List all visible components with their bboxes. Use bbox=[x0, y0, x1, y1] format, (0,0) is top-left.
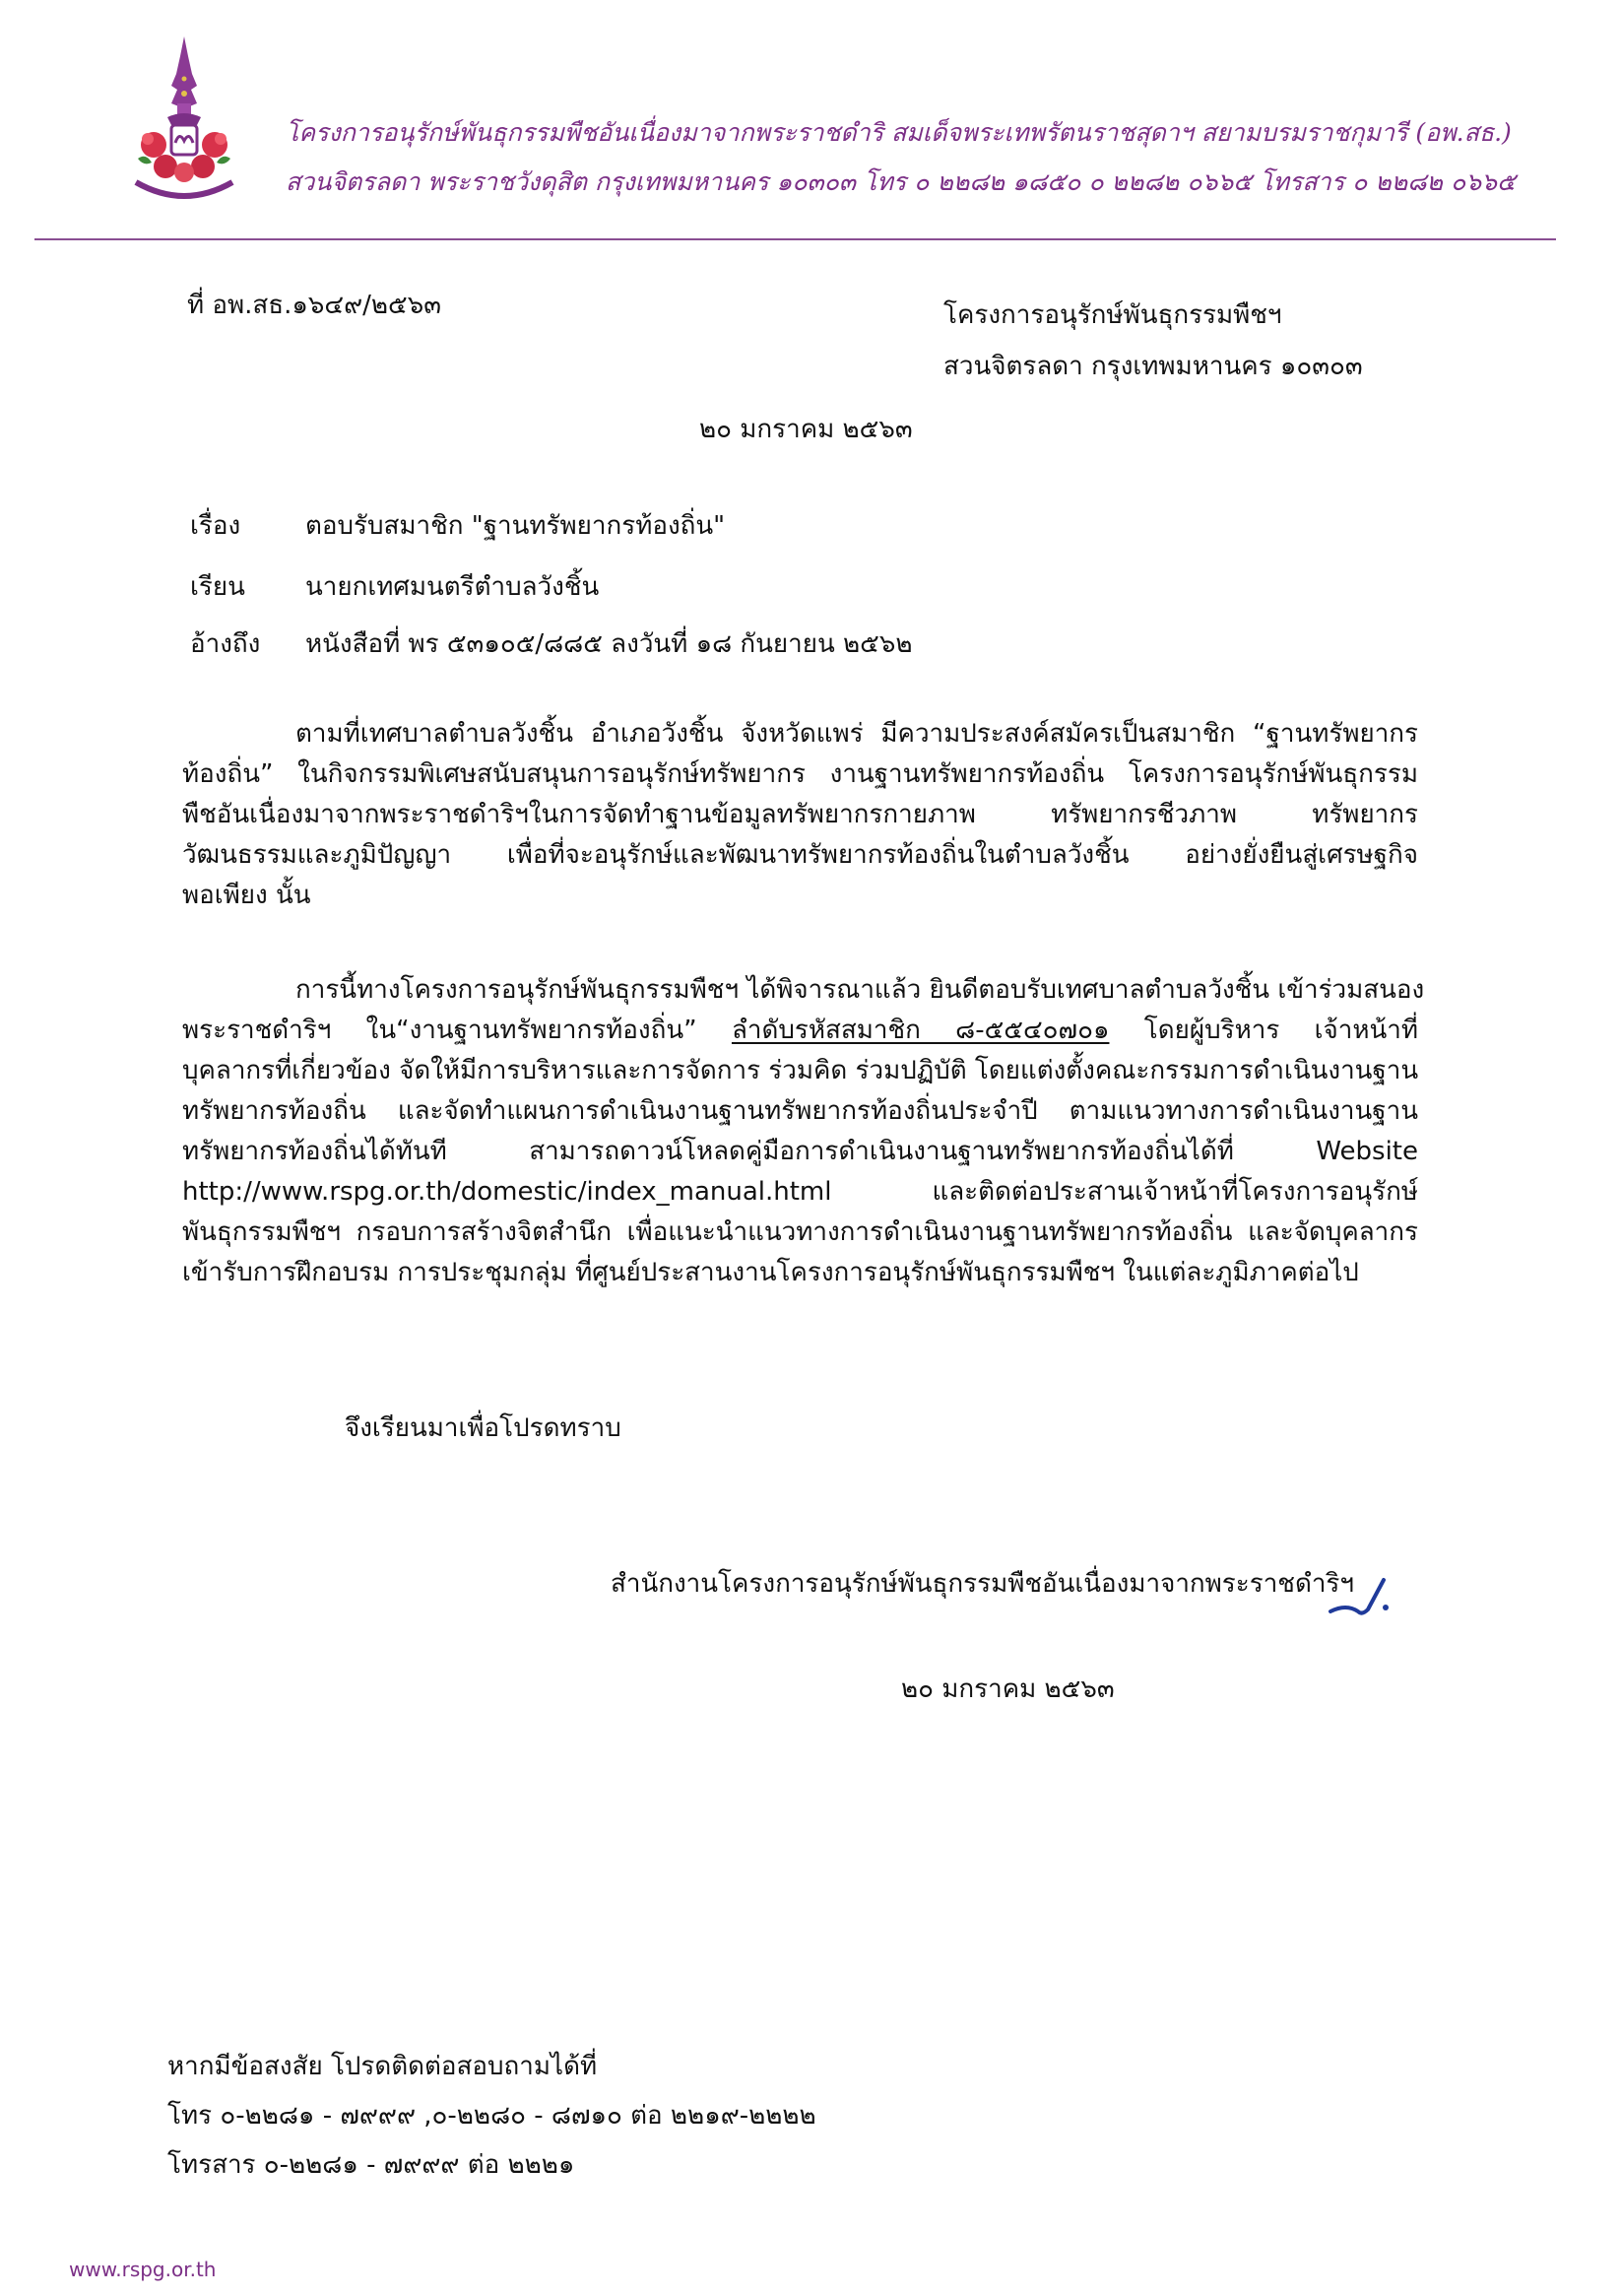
sender-address-line-1: โครงการอนุรักษ์พันธุกรรมพืชฯ bbox=[943, 300, 1282, 330]
paragraph-line bbox=[182, 1011, 1418, 1051]
paragraph-line: ตามที่เทศบาลตำบลวังชิ้น อำเภอวังชิ้น จังหวัดแพร่ มีความประสงค์สมัครเป็นสมาชิก “ฐานทรัพยากร bbox=[295, 719, 1418, 749]
body-paragraph-2 bbox=[182, 970, 1425, 1293]
subject-text: ตอบรับสมาชิก "ฐานทรัพยากรท้องถิ่น" bbox=[305, 511, 726, 541]
paragraph-line: วัฒนธรรมและภูมิปัญญา เพื่อที่จะอนุรักษ์และพัฒนาทรัพยากรท้องถิ่นในตำบลวังชิ้น อย่างยั่งยืนสู่เศรษฐกิจ bbox=[182, 840, 1418, 870]
paragraph-line: พันธุกรรมพืชฯ กรอบการสร้างจิตสำนึก เพื่อแนะนำแนวทางการดำเนินงานฐานทรัพยากรท้องถิ่น และจัดบุคลากร bbox=[182, 1217, 1418, 1247]
paragraph-segment: พระราชดำริฯ ใน“งานฐานทรัพยากรท้องถิ่น” bbox=[182, 1016, 697, 1045]
paragraph-segment: โดยผู้บริหาร เจ้าหน้าที่ bbox=[1143, 1016, 1418, 1045]
signature-date: ๒๐ มกราคม ๒๕๖๓ bbox=[901, 1674, 1115, 1704]
reference-number: ที่ อพ.สธ.๑๖๔๙/๒๕๖๓ bbox=[187, 291, 442, 320]
paragraph-line: ท้องถิ่น” ในกิจกรรมพิเศษสนับสนุนการอนุรักษ์ทรัพยากร งานฐานทรัพยากรท้องถิ่น โครงการอนุรักษ์พันธุกรรม bbox=[182, 759, 1418, 789]
paragraph-line: การนี้ทางโครงการอนุรักษ์พันธุกรรมพืชฯ ได้พิจารณาแล้ว ยินดีตอบรับเทศบาลตำบลวังชิ้น เข้าร่วมสนอง bbox=[295, 975, 1425, 1005]
recipient-label: เรียน bbox=[190, 572, 245, 602]
letterhead-line-1: โครงการอนุรักษ์พันธุกรรมพืชอันเนื่องมาจากพระราชดำริ สมเด็จพระเทพรัตนราชสุดาฯ สยามบรมราชกุมารี (อพ.สธ.) bbox=[286, 118, 1512, 147]
recipient-text: นายกเทศมนตรีตำบลวังชิ้น bbox=[305, 572, 600, 602]
contact-phone: โทร ๐-๒๒๘๑ - ๗๙๙๙ ,๐-๒๒๘๐ - ๘๗๑๐ ต่อ ๒๒๑๙-๒๒๒๒ bbox=[167, 2101, 816, 2131]
paragraph-line: บุคลากรที่เกี่ยวข้อง จัดให้มีการบริหารและการจัดการ ร่วมคิด ร่วมปฏิบัติ โดยแต่งตั้งคณะกรรมการดำเนินงานฐาน bbox=[182, 1056, 1419, 1085]
reference-label: อ้างถึง bbox=[190, 629, 261, 659]
signature-mark bbox=[1325, 1574, 1403, 1623]
contact-title: หากมีข้อสงสัย โปรดติดต่อสอบถามได้ที่ bbox=[167, 2052, 598, 2081]
paragraph-line: ทรัพยากรท้องถิ่นได้ทันที สามารถดาวน์โหลดคู่มือการดำเนินงานฐานทรัพยากรท้องถิ่นได้ที่ Website bbox=[182, 1137, 1418, 1166]
rspg-emblem-logo bbox=[118, 34, 251, 217]
footer-website: www.rspg.or.th bbox=[69, 2258, 217, 2281]
paragraph-line: เข้ารับการฝึกอบรม การประชุมกลุ่ม ที่ศูนย์ประสานงานโครงการอนุรักษ์พันธุกรรมพืชฯ ในแต่ละภูมิภาคต่อไป bbox=[182, 1258, 1359, 1287]
body-paragraph-1 bbox=[182, 714, 1418, 916]
member-code: ลำดับรหัสสมาชิก ๘-๕๕๔๐๗๐๑ bbox=[731, 1016, 1110, 1045]
signature-office: สำนักงานโครงการอนุรักษ์พันธุกรรมพืชอันเนื่องมาจากพระราชดำริฯ bbox=[611, 1569, 1354, 1599]
paragraph-line: พอเพียง นั้น bbox=[182, 881, 311, 910]
letterhead-line-2: สวนจิตรลดา พระราชวังดุสิต กรุงเทพมหานคร ๑๐๓๐๓ โทร ๐ ๒๒๘๒ ๑๘๕๐ ๐ ๒๒๘๒ ๐๖๖๕ โทรสาร ๐ ๒๒๘๒ ๐๖๖๕ bbox=[286, 167, 1516, 196]
letter-date: ๒๐ มกราคม ๒๕๖๓ bbox=[699, 415, 913, 444]
closing-line: จึงเรียนมาเพื่อโปรดทราบ bbox=[345, 1413, 621, 1443]
contact-fax: โทรสาร ๐-๒๒๘๑ - ๗๙๙๙ ต่อ ๒๒๒๑ bbox=[167, 2150, 575, 2180]
reference-text: หนังสือที่ พร ๕๓๑๐๕/๘๘๕ ลงวันที่ ๑๘ กันยายน ๒๕๖๒ bbox=[305, 629, 913, 659]
letterhead-divider bbox=[34, 238, 1556, 240]
paragraph-line: http://www.rspg.or.th/domestic/index_manual.html และติดต่อประสานเจ้าหน้าที่โครงการอนุรักษ์ bbox=[182, 1177, 1418, 1207]
paragraph-line: พืชอันเนื่องมาจากพระราชดำริฯในการจัดทำฐานข้อมูลทรัพยากรกายภาพ ทรัพยากรชีวภาพ ทรัพยากร bbox=[182, 800, 1418, 829]
paragraph-line: ทรัพยากรท้องถิ่น และจัดทำแผนการดำเนินงานฐานทรัพยากรท้องถิ่นประจำปี ตามแนวทางการดำเนินงานฐาน bbox=[182, 1096, 1418, 1126]
sender-address-line-2: สวนจิตรลดา กรุงเทพมหานคร ๑๐๓๐๓ bbox=[943, 352, 1363, 381]
subject-label: เรื่อง bbox=[190, 511, 241, 541]
